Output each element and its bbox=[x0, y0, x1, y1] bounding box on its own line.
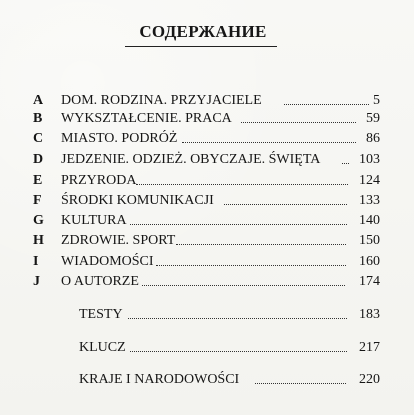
chapter-title: DOM. RODZINA. PRZYJACIELE bbox=[61, 93, 262, 108]
page-number: 217 bbox=[359, 340, 380, 355]
dot-leader bbox=[130, 224, 347, 226]
toc-row-d bbox=[0, 151, 414, 169]
toc-row-c bbox=[0, 130, 414, 148]
dot-leader bbox=[224, 204, 347, 206]
page-number: 133 bbox=[359, 193, 380, 208]
section-title: KRAJE I NARODOWOŚCI bbox=[79, 372, 240, 387]
section-title: TESTY bbox=[79, 307, 123, 322]
dot-leader bbox=[176, 244, 346, 246]
dot-leader bbox=[156, 265, 346, 267]
chapter-letter: D bbox=[33, 152, 44, 167]
chapter-title: O AUTORZE bbox=[61, 274, 139, 289]
chapter-letter: J bbox=[33, 274, 40, 289]
page-number: 174 bbox=[359, 274, 380, 289]
chapter-title: KULTURA bbox=[61, 213, 127, 228]
dot-leader bbox=[142, 285, 345, 287]
toc-row-g bbox=[0, 212, 414, 230]
page-number: 59 bbox=[366, 111, 380, 126]
section-title: KLUCZ bbox=[79, 340, 126, 355]
chapter-letter: H bbox=[33, 233, 44, 248]
chapter-letter: G bbox=[33, 213, 44, 228]
toc-row-h bbox=[0, 232, 414, 250]
toc-row-i bbox=[0, 253, 414, 271]
dot-leader bbox=[128, 318, 347, 320]
dot-leader bbox=[241, 122, 356, 124]
page-number: 150 bbox=[359, 233, 380, 248]
page-number: 220 bbox=[359, 372, 380, 387]
page-number: 183 bbox=[359, 307, 380, 322]
chapter-letter: E bbox=[33, 173, 43, 188]
chapter-letter: I bbox=[33, 254, 39, 269]
toc-row-klucz bbox=[0, 339, 414, 357]
chapter-title: WYKSZTAŁCENIE. PRACA bbox=[61, 111, 232, 126]
chapter-title: JEDZENIE. ODZIEŻ. OBYCZAJE. ŚWIĘTA bbox=[61, 152, 321, 167]
dot-leader bbox=[182, 142, 356, 144]
chapter-letter: F bbox=[33, 193, 42, 208]
page-number: 124 bbox=[359, 173, 380, 188]
chapter-title: ŚRODKI KOMUNIKACJI bbox=[61, 193, 214, 208]
toc-row-e bbox=[0, 172, 414, 190]
chapter-title: ZDROWIE. SPORT bbox=[61, 233, 176, 248]
dot-leader bbox=[130, 351, 347, 353]
page-number: 140 bbox=[359, 213, 380, 228]
toc-row-f bbox=[0, 192, 414, 210]
page-number: 5 bbox=[373, 93, 380, 108]
page-number: 160 bbox=[359, 254, 380, 269]
chapter-title: WIADOMOŚCI bbox=[61, 254, 154, 269]
toc-row-testy bbox=[0, 306, 414, 324]
page-title: СОДЕРЖАНИЕ bbox=[139, 22, 267, 41]
toc-row-b bbox=[0, 110, 414, 128]
toc-row-kraje bbox=[0, 371, 414, 389]
dot-leader bbox=[136, 184, 348, 186]
chapter-letter: C bbox=[33, 131, 44, 146]
dot-leader bbox=[255, 383, 346, 385]
chapter-letter: A bbox=[33, 93, 44, 108]
page-number: 86 bbox=[366, 131, 380, 146]
page-number: 103 bbox=[359, 152, 380, 167]
toc-row-j bbox=[0, 273, 414, 291]
chapter-title: MIASTO. PODRÓŻ bbox=[61, 131, 178, 146]
chapter-title: PRZYRODA bbox=[61, 173, 137, 188]
toc-row-a bbox=[0, 92, 414, 110]
chapter-letter: B bbox=[33, 111, 43, 126]
